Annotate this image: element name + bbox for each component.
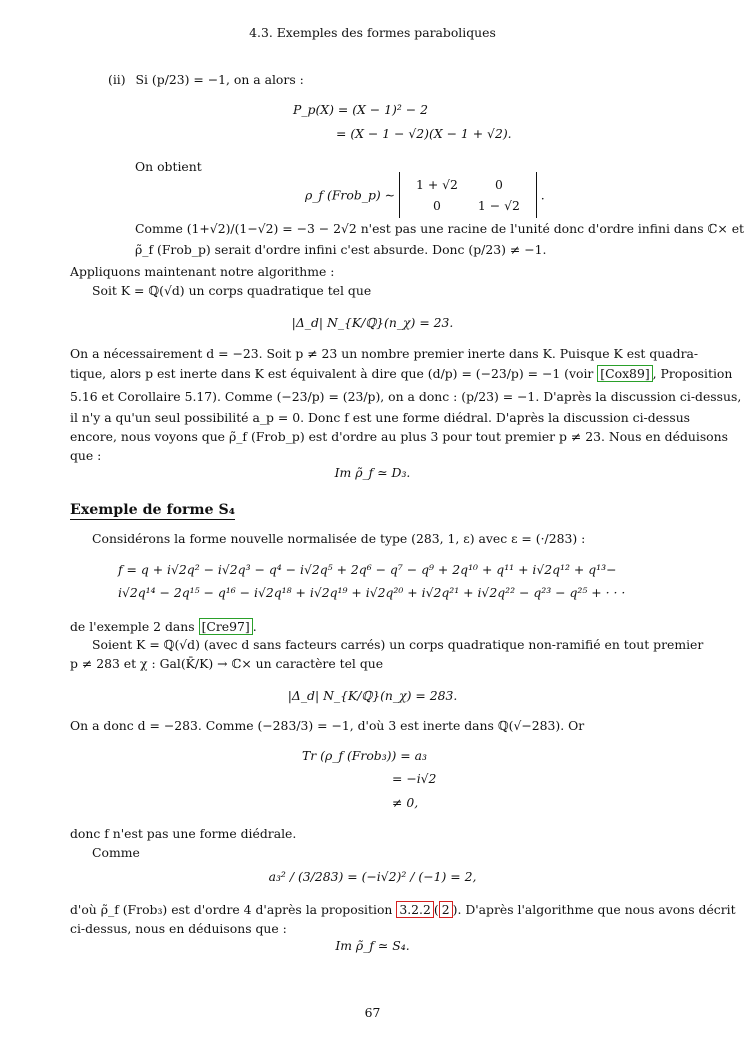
obtient-text: On obtient <box>135 159 202 174</box>
s4-intro: Considérons la forme nouvelle normalisée de type (283, 1, ε) avec ε = (·/283) : <box>92 531 586 546</box>
q-series-line2: i√2q¹⁴ − 2q¹⁵ − q¹⁶ − i√2q¹⁸ + i√2q¹⁹ + i√2q²⁰ + i√2q²¹ + i√2q²² − q²³ − q²⁵ + · · · <box>118 585 626 600</box>
page-number: 67 <box>364 1005 381 1020</box>
not-dihedral-line: donc f n'est pas une forme diédrale. <box>70 826 297 841</box>
algo-para-line1: On a nécessairement d = −23. Soit p ≠ 23 un nombre premier inerte dans K. Puisque K est quadra- <box>70 346 699 361</box>
ref-proposition-3-2-2[interactable]: 3.2.2 <box>396 901 434 918</box>
result-d3: Im ρ̃_f ≃ D₃. <box>334 465 411 480</box>
discriminant-eq-283: |Δ_d| N_{K/ℚ}(n_χ) = 283. <box>287 688 458 703</box>
section-title: Exemple de forme S₄ <box>70 502 235 518</box>
algo-para-line6: que : <box>70 448 102 463</box>
algo-para-line5: encore, nous voyons que ρ̃_f (Frob_p) est d'ordre au plus 3 pour tout premier p ≠ 23. Nous en déduisons <box>70 429 728 444</box>
algo-intro: Appliquons maintenant notre algorithme : <box>70 264 335 279</box>
case-label: (ii) <box>108 72 126 87</box>
case-intro-text: Si (p/23) = −1, on a alors : <box>135 72 304 87</box>
exemple-line <box>70 619 257 634</box>
polynomial-eq-line2: = (X − 1 − √2)(X − 1 + √2). <box>336 126 512 141</box>
algo-para-line3: 5.16 et Corollaire 5.17). Comme (−23/p) = (23/p), on a donc : (p/23) = −1. D'après la discussion ci-dessus, <box>70 389 742 404</box>
diagonal-matrix <box>399 172 537 218</box>
exemple-text: de l'exemple 2 dans <box>70 619 199 634</box>
q-series-line1: f = q + i√2q² − i√2q³ − q⁴ − i√2q⁵ + 2q⁶ − q⁷ − q⁹ + 2q¹⁰ + q¹¹ + i√2q¹² + q¹³− <box>118 562 617 577</box>
case-ii-intro <box>108 72 304 87</box>
polynomial-eq-line1: P_p(X) = (X − 1)² − 2 <box>293 102 428 117</box>
algo-soit: Soit K = ℚ(√d) un corps quadratique tel que <box>92 283 372 298</box>
algo-para-line2a: tique, alors p est inerte dans K est équivalent à dire que (d/p) = (−23/p) = −1 (voir <box>70 366 594 381</box>
algo-para-line2b: , Proposition <box>652 366 733 381</box>
matrix-cell: 1 − √2 <box>477 198 520 213</box>
order-four-text-end: ). D'après l'algorithme que nous avons décrit <box>452 902 736 917</box>
trace-line2: = −i√2 <box>392 771 437 786</box>
exemple-end: . <box>252 619 257 634</box>
comme-label: Comme <box>92 845 140 860</box>
comme-line2: ρ̃_f (Frob_p) serait d'ordre infini c'est absurde. Donc (p/23) ≠ −1. <box>135 242 547 257</box>
soient-line1: Soient K = ℚ(√d) (avec d sans facteurs carrés) un corps quadratique non-ramifié en tout premier <box>92 637 704 652</box>
matrix-cell: 0 <box>433 198 441 213</box>
soient-line2: p ≠ 283 et χ : Gal(K̄/K) → ℂ× un caractère tel que <box>70 656 384 671</box>
order-four-line <box>70 902 736 917</box>
matrix-cell: 1 + √2 <box>416 177 458 192</box>
comme-line1: Comme (1+√2)/(1−√2) = −3 − 2√2 n'est pas une racine de l'unité donc d'ordre infini dans ℂ× et <box>135 221 745 236</box>
trace-line3: ≠ 0, <box>392 795 419 810</box>
donc-d-line: On a donc d = −283. Comme (−283/3) = −1, d'où 3 est inerte dans ℚ(√−283). Or <box>70 718 585 733</box>
running-header: 4.3. Exemples des formes paraboliques <box>249 25 496 40</box>
algo-para-line4: il n'y a qu'un seul possibilité a_p = 0. Donc f est une forme diédral. D'après la discussion ci-dessus <box>70 410 691 425</box>
deduce-line: ci-dessus, nous en déduisons que : <box>70 921 287 936</box>
matrix-cell: 0 <box>494 177 503 192</box>
trace-line1: Tr (ρ_f (Frob₃)) = a₃ <box>302 748 427 763</box>
result-s4: Im ρ̃_f ≃ S₄. <box>335 938 410 953</box>
rho-matrix-eq: ρ_f (Frob_p) ∼ 1 + √2 0 0 1 − √2 . <box>305 172 545 218</box>
ref-item-2[interactable]: 2 <box>439 901 453 918</box>
citation-cre97[interactable]: [Cre97] <box>199 618 253 635</box>
ref-open-paren: ( <box>433 902 439 917</box>
citation-cox89[interactable]: [Cox89] <box>597 365 652 382</box>
rho-frob-label: ρ_f (Frob_p) ∼ <box>305 187 396 203</box>
algo-para-line2 <box>70 366 732 381</box>
ratio-equation: a₃² / (3/283) = (−i√2)² / (−1) = 2, <box>268 869 477 884</box>
order-four-text: d'où ρ̃_f (Frob₃) est d'ordre 4 d'après la proposition <box>70 902 397 917</box>
discriminant-eq-23: |Δ_d| N_{K/ℚ}(n_χ) = 23. <box>291 315 454 330</box>
